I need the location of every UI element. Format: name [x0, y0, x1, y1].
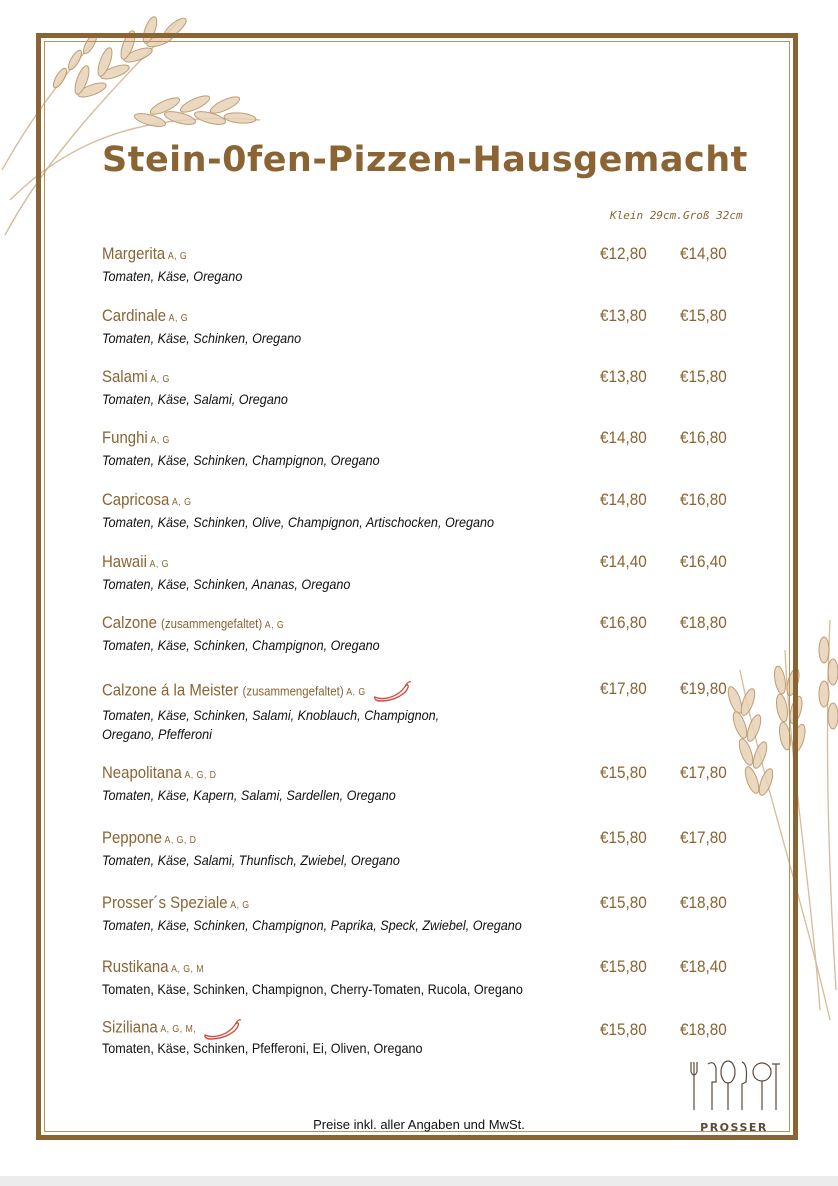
price-large: €17,80 — [680, 828, 727, 847]
menu-item — [102, 306, 782, 348]
price-small: €15,80 — [600, 828, 647, 847]
price-small: €14,40 — [600, 552, 647, 571]
menu-item — [102, 428, 782, 470]
item-name: Prosser´s Speziale — [102, 893, 228, 912]
menu-item — [102, 552, 782, 594]
item-name: Neapolitana — [102, 763, 182, 782]
price-small: €17,80 — [600, 679, 647, 698]
menu-item — [102, 679, 782, 744]
item-description: Tomaten, Käse, Schinken, Champignon, Oregano — [102, 452, 380, 468]
menu-item — [102, 957, 782, 999]
size-header-small: Klein 29cm. — [610, 209, 683, 222]
item-name: Rustikana — [102, 957, 169, 976]
item-allergens: A, G, M — [171, 964, 205, 975]
price-small: €14,80 — [600, 428, 647, 447]
item-allergens: A, G, D — [184, 770, 217, 781]
item-description: Tomaten, Käse, Salami, Thunfisch, Zwiebel, Oregano — [102, 852, 400, 868]
price-small: €13,80 — [600, 367, 647, 386]
menu-item — [102, 1015, 782, 1058]
price-large: €19,80 — [680, 679, 727, 698]
item-note: (zusammengefaltet) — [242, 683, 344, 699]
item-description: Tomaten, Käse, Schinken, Champignon, Cherry-Tomaten, Rucola, Oregano — [102, 981, 523, 997]
price-small: €16,80 — [600, 613, 647, 632]
item-description: Tomaten, Käse, Schinken, Salami, Knoblauch, Champignon, — [102, 707, 440, 723]
item-allergens: A, G — [149, 559, 169, 570]
price-large: €15,80 — [680, 306, 727, 325]
price-large: €15,80 — [680, 367, 727, 386]
item-allergens: A, G — [150, 374, 170, 385]
page-edge — [0, 1176, 838, 1186]
item-name: Hawaii — [102, 552, 147, 571]
price-small: €14,80 — [600, 490, 647, 509]
menu-item — [102, 244, 782, 286]
price-large: €16,80 — [680, 490, 727, 509]
item-name: Calzone á la Meister — [102, 680, 239, 700]
logo-name: PROSSER — [700, 1121, 768, 1134]
menu-item — [102, 367, 782, 409]
price-large: €18,80 — [680, 1020, 727, 1039]
item-allergens: A, G — [172, 497, 192, 508]
price-small: €15,80 — [600, 763, 647, 782]
item-allergens: A, G — [150, 435, 170, 446]
price-large: €17,80 — [680, 763, 727, 782]
price-small: €12,80 — [600, 244, 647, 263]
item-description: Tomaten, Käse, Schinken, Champignon, Paprika, Speck, Zwiebel, Oregano — [102, 917, 522, 933]
item-name: Calzone — [102, 613, 157, 632]
price-large: €18,40 — [680, 957, 727, 976]
price-large: €14,80 — [680, 244, 727, 263]
menu-item — [102, 763, 782, 805]
chili-pepper-icon — [201, 1015, 241, 1041]
item-description: Tomaten, Käse, Schinken, Champignon, Oregano — [102, 637, 380, 653]
item-allergens: A, G — [264, 620, 285, 631]
size-header-large: Groß 32cm — [683, 209, 743, 222]
chili-pepper-icon — [371, 679, 411, 703]
price-small: €15,80 — [600, 957, 647, 976]
item-description: Tomaten, Käse, Schinken, Ananas, Oregano — [102, 576, 351, 592]
logo-tagline: PIZZERIA • DORFSTADL • APPARTMENTS — [679, 1134, 789, 1139]
price-small: €13,80 — [600, 306, 647, 325]
item-allergens: A, G — [346, 687, 366, 699]
item-name: Siziliana — [102, 1017, 158, 1037]
item-description: Tomaten, Käse, Schinken, Olive, Champignon, Artischocken, Oregano — [102, 514, 494, 530]
menu-item — [102, 490, 782, 532]
item-name: Cardinale — [102, 306, 167, 325]
item-name: Capricosa — [102, 490, 170, 509]
menu-item — [102, 893, 782, 935]
price-large: €16,80 — [680, 428, 727, 447]
page-title: Stein-0fen-Pizzen-Hausgemacht — [102, 140, 748, 180]
item-description: Tomaten, Käse, Kapern, Salami, Sardellen, Oregano — [102, 787, 396, 803]
item-description: Tomaten, Käse, Oregano — [102, 268, 243, 284]
item-name: Funghi — [102, 428, 148, 447]
item-allergens: A, G — [168, 313, 189, 324]
item-description-line2: Oregano, Pfefferoni — [102, 726, 212, 742]
prosser-logo — [678, 1058, 790, 1139]
kitchen-utensils-icon — [684, 1058, 784, 1114]
price-large: €18,80 — [680, 893, 727, 912]
price-large: €16,40 — [680, 552, 727, 571]
price-large: €18,80 — [680, 613, 727, 632]
item-name: Salami — [102, 367, 148, 386]
price-small: €15,80 — [600, 1020, 647, 1039]
menu-item — [102, 613, 782, 655]
item-allergens: A, G — [230, 900, 250, 911]
item-description: Tomaten, Käse, Salami, Oregano — [102, 391, 288, 407]
item-allergens: A, G — [167, 251, 188, 262]
item-description: Tomaten, Käse, Schinken, Pfefferoni, Ei, Oliven, Oregano — [102, 1040, 423, 1056]
item-note: (zusammengefaltet) — [161, 616, 263, 631]
item-allergens: A, G, D — [164, 835, 197, 846]
menu-item — [102, 828, 782, 870]
item-allergens: A, G, M, — [160, 1024, 197, 1036]
item-name: Margerita — [102, 244, 166, 263]
price-footnote: Preise inkl. aller Angaben und MwSt. — [313, 1117, 525, 1132]
item-name: Peppone — [102, 828, 162, 847]
price-small: €15,80 — [600, 893, 647, 912]
item-description: Tomaten, Käse, Schinken, Oregano — [102, 330, 302, 346]
